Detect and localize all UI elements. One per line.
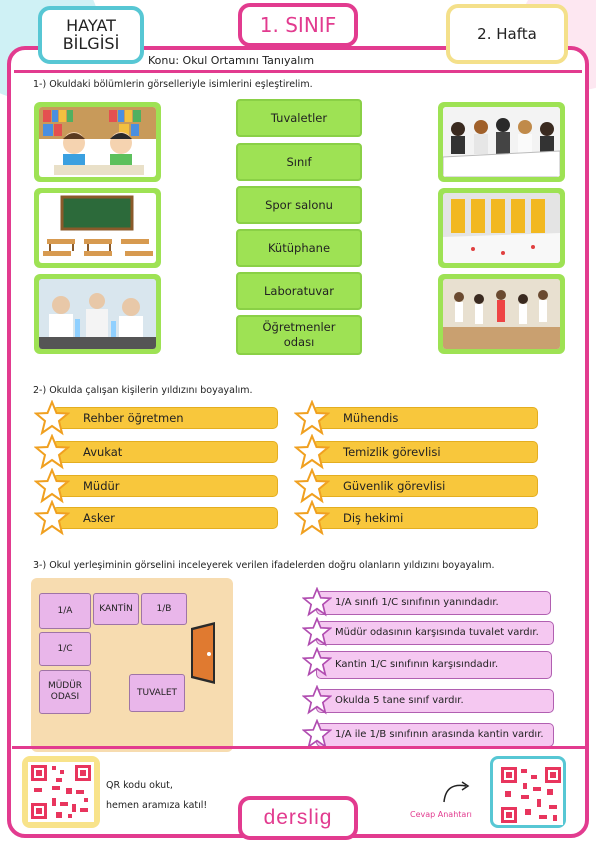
topic-title: Konu: Okul Ortamını Tanıyalım: [148, 54, 315, 67]
option-muhendis[interactable]: [294, 406, 538, 430]
library-image: [34, 102, 161, 182]
week-label: 2. Hafta: [477, 25, 537, 43]
subject-box: [38, 6, 144, 64]
room-1a: 1/A: [39, 593, 91, 629]
statement-1[interactable]: [302, 590, 551, 616]
answer-key-label: Cevap Anahtarı: [410, 810, 472, 819]
grade-box: [238, 3, 358, 47]
room-kantin: KANTİN: [93, 593, 139, 625]
statement-text: Kantin 1/C sınıfının karşısındadır.: [316, 651, 552, 679]
star-icon[interactable]: [302, 587, 332, 617]
statement-text: 1/A ile 1/B sınıfının arasında kantin vardır.: [316, 723, 554, 747]
option-asker[interactable]: [34, 506, 278, 530]
star-icon[interactable]: [302, 647, 332, 677]
arrow-icon: [440, 778, 474, 806]
topic-divider: [14, 70, 582, 73]
q3-instruction: 3-) Okul yerleşiminin görselini inceleyerek verilen ifadelerden doğru olanların yıldızını boyayalım.: [33, 560, 495, 571]
option-mudur[interactable]: [34, 474, 278, 498]
room-mudur-odasi: MÜDÜR ODASI: [39, 670, 91, 714]
option-label: Mühendis: [312, 407, 538, 429]
q1-instruction: 1-) Okuldaki bölümlerin görselleriyle isimlerini eşleştirelim.: [33, 79, 313, 90]
label-kutuphane[interactable]: Kütüphane: [236, 229, 362, 267]
qr-caption-line1: QR kodu okut,: [106, 780, 173, 791]
option-temizlik-gorevlisi[interactable]: [294, 440, 538, 464]
q2-instruction: 2-) Okulda çalışan kişilerin yıldızını boyayalım.: [33, 385, 253, 396]
room-1c: 1/C: [39, 632, 91, 666]
statement-2[interactable]: [302, 620, 554, 646]
statement-text: Okulda 5 tane sınıf vardır.: [316, 689, 554, 713]
laboratory-image: [34, 274, 161, 354]
star-icon[interactable]: [302, 685, 332, 715]
statement-5[interactable]: [302, 722, 554, 748]
teachers-room-image: [438, 102, 565, 182]
subject-line2: BİLGİSİ: [62, 34, 120, 53]
room-1b: 1/B: [141, 593, 187, 625]
label-tuvaletler[interactable]: Tuvaletler: [236, 99, 362, 137]
statement-text: 1/A sınıfı 1/C sınıfının yanındadır.: [316, 591, 551, 615]
week-box: [446, 4, 568, 64]
option-label: Müdür: [52, 475, 278, 497]
star-icon[interactable]: [294, 400, 330, 436]
option-label: Güvenlik görevlisi: [312, 475, 538, 497]
star-icon[interactable]: [294, 500, 330, 536]
qr-caption-line2: hemen aramıza katıl!: [106, 800, 208, 811]
qr-caption: [106, 776, 207, 816]
grade-label: 1. SINIF: [259, 13, 337, 37]
label-spor-salonu[interactable]: Spor salonu: [236, 186, 362, 224]
option-label: Avukat: [52, 441, 278, 463]
star-icon[interactable]: [34, 468, 70, 504]
option-rehber-ogretmen[interactable]: [34, 406, 278, 430]
gym-image: [438, 274, 565, 354]
option-label: Temizlik görevlisi: [312, 441, 538, 463]
star-icon[interactable]: [294, 434, 330, 470]
door-icon: [187, 622, 223, 686]
subject-line1: HAYAT: [66, 16, 116, 35]
label-laboratuvar[interactable]: Laboratuvar: [236, 272, 362, 310]
option-label: Diş hekimi: [312, 507, 538, 529]
derslig-logo[interactable]: [238, 796, 358, 840]
option-label: Rehber öğretmen: [52, 407, 278, 429]
room-tuvalet: TUVALET: [129, 674, 185, 712]
classroom-image: [34, 188, 161, 268]
logo-text: derslig: [263, 806, 333, 829]
statement-4[interactable]: [302, 688, 554, 714]
option-avukat[interactable]: [34, 440, 278, 464]
statement-text: Müdür odasının karşısında tuvalet vardır.: [316, 621, 554, 645]
label-ogretmenler-odasi[interactable]: Öğretmenler odası: [236, 315, 362, 355]
answer-key-qr-code[interactable]: [490, 756, 566, 828]
statement-3[interactable]: [302, 650, 552, 680]
star-icon[interactable]: [302, 617, 332, 647]
join-qr-code[interactable]: [22, 756, 100, 828]
toilets-image: [438, 188, 565, 268]
footer-divider: [12, 746, 586, 749]
option-guvenlik-gorevlisi[interactable]: [294, 474, 538, 498]
label-sinif[interactable]: Sınıf: [236, 143, 362, 181]
star-icon[interactable]: [34, 500, 70, 536]
star-icon[interactable]: [302, 719, 332, 749]
option-label: Asker: [52, 507, 278, 529]
star-icon[interactable]: [34, 434, 70, 470]
star-icon[interactable]: [294, 468, 330, 504]
star-icon[interactable]: [34, 400, 70, 436]
school-floor-plan: [31, 578, 233, 752]
option-dis-hekimi[interactable]: [294, 506, 538, 530]
